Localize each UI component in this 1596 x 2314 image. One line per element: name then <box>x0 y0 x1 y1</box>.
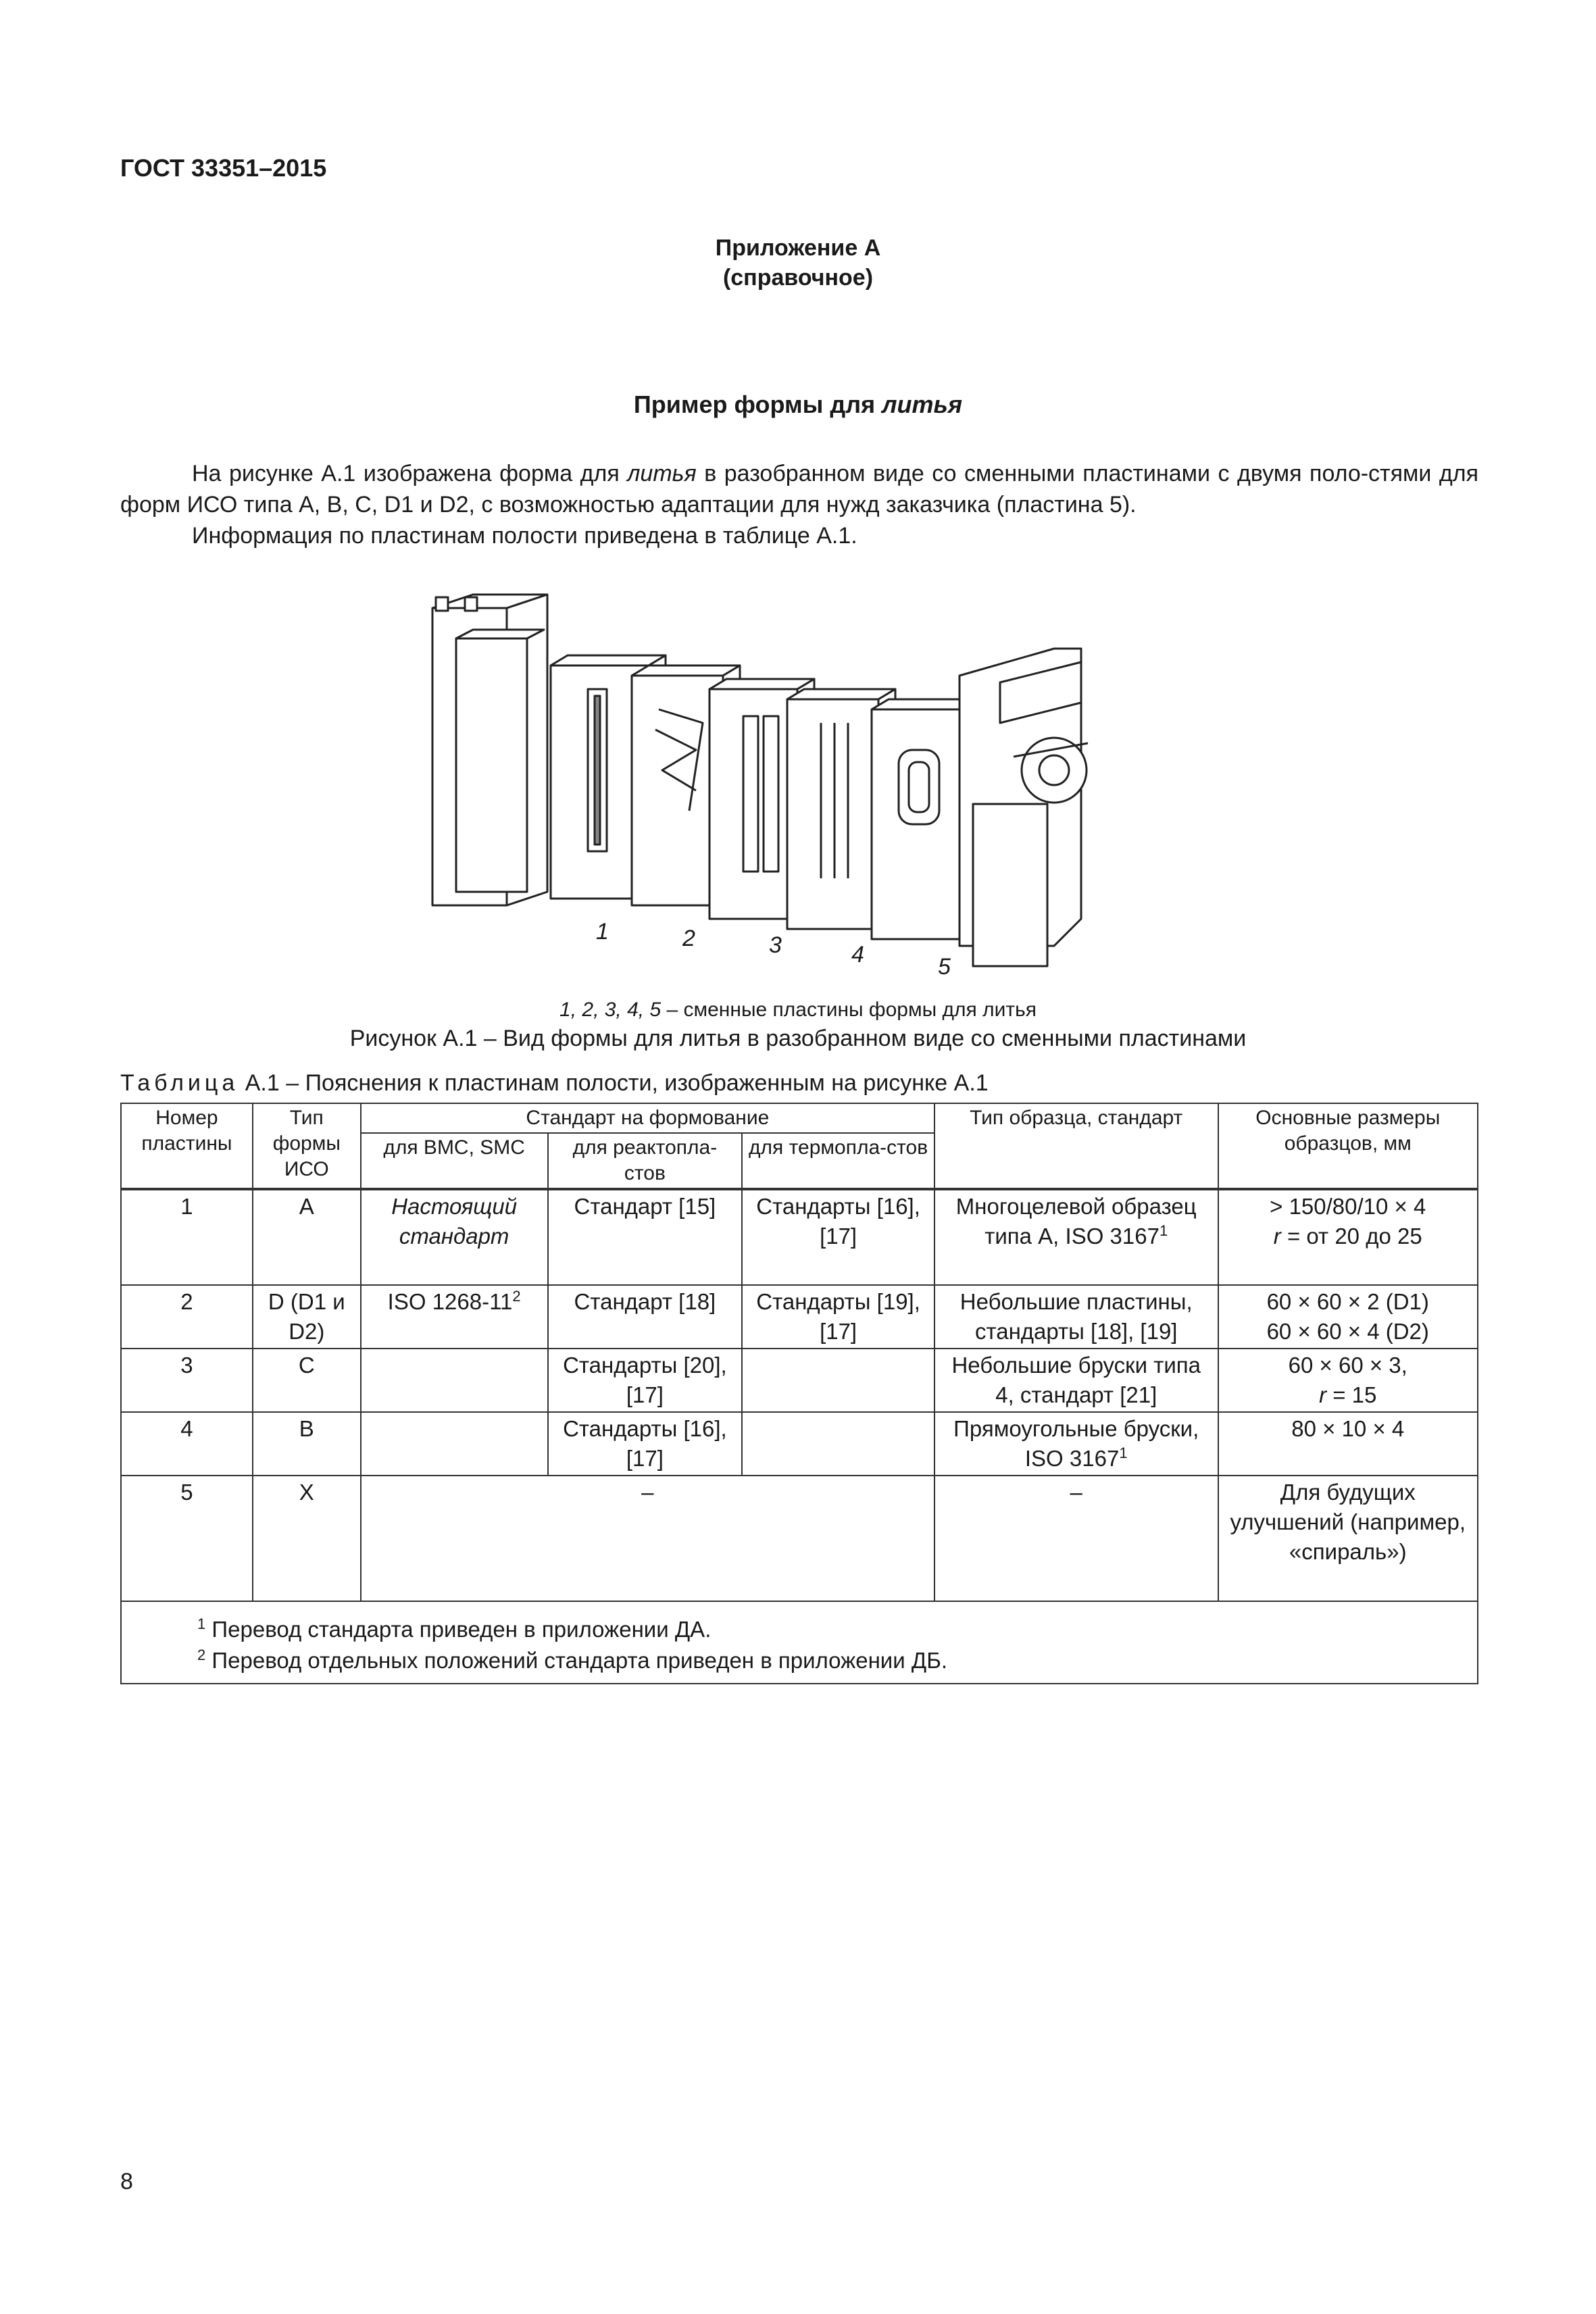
table-header-row <box>121 1103 1478 1133</box>
header-standard-group: Стандарт на формование <box>361 1103 934 1133</box>
cell-bmc <box>361 1285 548 1349</box>
dim-line-1: > 150/80/10 × 4 <box>1270 1194 1426 1219</box>
cell-specimen <box>934 1189 1218 1285</box>
note-mark: 1 <box>197 1615 206 1632</box>
paragraph-1 <box>120 458 1478 520</box>
cell-thermoset: Стандарт [15] <box>548 1189 743 1285</box>
plates-table <box>120 1103 1478 1684</box>
header-bmc: для BMC, SMC <box>361 1133 548 1189</box>
table-caption <box>120 1070 989 1097</box>
figure-legend-text: – сменные пластины формы для литья <box>661 999 1037 1021</box>
plate-label-3: 3 <box>769 932 782 958</box>
dim-line-2 <box>1224 1380 1472 1410</box>
base-block <box>432 595 547 905</box>
header-thermoplastic: для термопла-стов <box>742 1133 934 1189</box>
cell-dimensions: 80 × 10 × 4 <box>1218 1412 1478 1476</box>
cell-dimensions <box>1218 1189 1478 1285</box>
cell-type: X <box>253 1476 361 1601</box>
note-mark: 2 <box>197 1646 206 1663</box>
cell-no: 5 <box>121 1476 253 1601</box>
header-specimen: Тип образца, стандарт <box>934 1103 1218 1189</box>
plate-label-5: 5 <box>938 954 951 980</box>
cell-specimen: – <box>934 1476 1218 1601</box>
note-text: Перевод отдельных положений стандарта приведен в приложении ДБ. <box>205 1648 948 1673</box>
table-caption-prefix: Таблица <box>120 1070 239 1096</box>
cell-dimensions: Для будущих улучшений (например, «спираль») <box>1218 1476 1478 1601</box>
figure-legend <box>0 999 1596 1022</box>
table-row <box>121 1189 1478 1285</box>
plate-label-2: 2 <box>682 926 695 951</box>
header-form-type: Тип формы ИСО <box>253 1103 361 1189</box>
end-block <box>959 649 1088 966</box>
cell-specimen: Небольшие пластины, стандарты [18], [19] <box>934 1285 1218 1349</box>
dim-r-value: = от 20 до 25 <box>1280 1224 1422 1249</box>
table-note-2 <box>197 1645 1472 1676</box>
footnote-mark: 1 <box>1119 1444 1128 1461</box>
cell-thermoplastic: Стандарты [16], [17] <box>742 1189 934 1285</box>
footnote-mark: 1 <box>1159 1222 1168 1239</box>
cell-thermoset: Стандарт [18] <box>548 1285 743 1349</box>
plate-label-4: 4 <box>851 942 864 967</box>
cell-standard-merged: – <box>361 1476 934 1601</box>
header-plate-no: Номер пластины <box>121 1103 253 1189</box>
specimen-text: Прямоугольные бруски, ISO 3167 <box>953 1416 1199 1471</box>
footnote-mark: 2 <box>512 1288 521 1305</box>
specimen-text: Многоцелевой образец типа А, ISO 3167 <box>955 1194 1197 1249</box>
cell-type: D (D1 и D2) <box>253 1285 361 1349</box>
dim-line-2: 60 × 60 × 4 (D2) <box>1266 1319 1429 1344</box>
cell-specimen <box>934 1412 1218 1476</box>
cell-no: 1 <box>121 1189 253 1285</box>
cell-type: C <box>253 1349 361 1412</box>
table-caption-text: А.1 – Пояснения к пластинам полости, изображенным на рисунке А.1 <box>239 1070 989 1096</box>
annex-heading <box>0 233 1596 293</box>
cell-thermoplastic: Стандарты [19], [17] <box>742 1285 934 1349</box>
cell-no: 2 <box>121 1285 253 1349</box>
table-row <box>121 1412 1478 1476</box>
bmc-text: ISO 1268-11 <box>387 1289 513 1314</box>
mould-figure <box>405 588 1189 993</box>
header-dimensions: Основные размеры образцов, мм <box>1218 1103 1478 1189</box>
figure-caption: Рисунок А.1 – Вид формы для литья в разобранном виде со сменными пластинами <box>349 1026 1247 1051</box>
cell-specimen: Небольшие бруски типа 4, стандарт [21] <box>934 1349 1218 1412</box>
paragraph-1-italic: литья <box>627 461 697 486</box>
annex-title: Приложение А <box>715 235 881 261</box>
paragraph-1-b: в разобранном виде со сменными пластинами с двумя поло-стями для форм ИСО типа A, B, C, D1 и D2, с возможностью адаптации для нужд заказчика (пластина 5). <box>120 461 1478 518</box>
section-title-italic: литья <box>882 391 963 418</box>
cell-type: A <box>253 1189 361 1285</box>
table-row <box>121 1476 1478 1601</box>
table-notes <box>121 1601 1478 1684</box>
cell-thermoset: Стандарты [20], [17] <box>548 1349 743 1412</box>
dim-r: r <box>1273 1224 1281 1249</box>
cell-type: B <box>253 1412 361 1476</box>
cell-no: 4 <box>121 1412 253 1476</box>
dim-line-2 <box>1224 1222 1472 1251</box>
dim-line-1: 60 × 60 × 2 (D1) <box>1266 1289 1429 1314</box>
cell-bmc <box>361 1412 548 1476</box>
dim-r: r <box>1319 1382 1327 1407</box>
note-text: Перевод стандарта приведен в приложении ДА. <box>205 1617 712 1642</box>
cell-thermoplastic <box>742 1349 934 1412</box>
mould-drawing <box>405 588 1189 993</box>
page-number: 8 <box>120 2169 133 2194</box>
section-title <box>0 391 1596 419</box>
header-thermoset: для реактопла-стов <box>548 1133 743 1189</box>
cell-bmc: Настоящий стандарт <box>361 1189 548 1285</box>
table-notes-row <box>121 1601 1478 1684</box>
paragraph-1-a: На рисунке А.1 изображена форма для <box>192 461 628 486</box>
cell-dimensions <box>1218 1285 1478 1349</box>
paragraph-2: Информация по пластинам полости приведена в таблице А.1. <box>192 523 857 549</box>
plate-label-1: 1 <box>596 919 609 945</box>
figure-legend-numbers: 1, 2, 3, 4, 5 <box>559 999 662 1021</box>
table-note-1 <box>197 1614 1472 1645</box>
cell-bmc <box>361 1349 548 1412</box>
cell-thermoplastic <box>742 1412 934 1476</box>
cell-dimensions <box>1218 1349 1478 1412</box>
cell-no: 3 <box>121 1349 253 1412</box>
dim-r-value: = 15 <box>1326 1382 1377 1407</box>
dim-line-1: 60 × 60 × 3, <box>1288 1353 1407 1378</box>
table-row <box>121 1285 1478 1349</box>
cell-thermoset: Стандарты [16], [17] <box>548 1412 743 1476</box>
table-row <box>121 1349 1478 1412</box>
annex-subtitle: (справочное) <box>722 265 874 291</box>
document-id: ГОСТ 33351–2015 <box>120 154 327 182</box>
section-title-prefix: Пример формы для <box>633 391 882 418</box>
